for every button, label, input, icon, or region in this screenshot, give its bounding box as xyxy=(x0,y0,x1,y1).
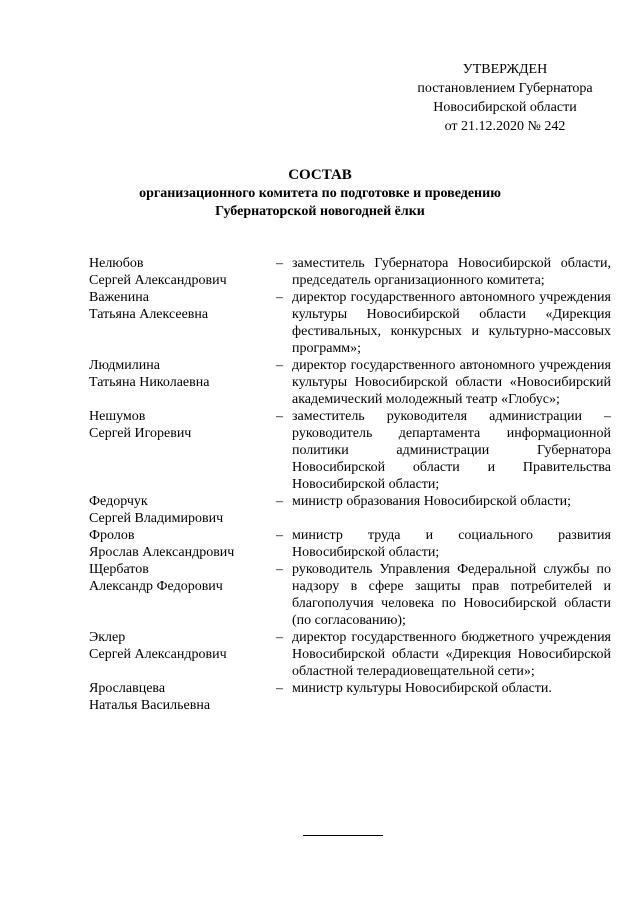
member-given-names: Сергей Игоревич xyxy=(89,426,192,441)
member-row xyxy=(89,680,611,714)
member-role: министр труда и социального развития Новосибирской области; xyxy=(292,528,611,560)
member-row xyxy=(89,255,611,289)
member-role: руководитель Управления Федеральной службы по надзору в сфере защиты прав потребителей и благополучия человека по Новосибирской области (по согласованию); xyxy=(292,562,611,628)
member-name xyxy=(89,527,267,561)
member-row xyxy=(89,629,611,680)
member-dash: – xyxy=(276,630,283,645)
closing-rule xyxy=(303,835,383,836)
member-dash: – xyxy=(276,528,283,543)
member-row xyxy=(89,493,611,527)
approval-date-number: от 21.12.2020 № 242 xyxy=(444,119,566,134)
member-name xyxy=(89,255,267,289)
member-role: директор государственного бюджетного учреждения Новосибирской области «Дирекция Новосибирской областной телерадиовещательной сети»; xyxy=(292,630,611,679)
member-given-names: Александр Федорович xyxy=(89,579,223,594)
member-given-names: Наталья Васильевна xyxy=(89,698,211,713)
approval-block xyxy=(380,60,630,136)
member-dash: – xyxy=(276,494,283,509)
member-surname: Нешумов xyxy=(89,409,146,424)
member-surname: Нелюбов xyxy=(89,256,144,271)
member-dash: – xyxy=(276,562,283,577)
member-name xyxy=(89,561,267,629)
member-dash: – xyxy=(276,256,283,271)
member-row xyxy=(89,357,611,408)
member-name xyxy=(89,408,267,493)
member-given-names: Сергей Владимирович xyxy=(89,511,224,526)
title-main: СОСТАВ xyxy=(288,167,352,183)
member-surname: Эклер xyxy=(89,630,126,645)
member-role: министр образования Новосибирской области; xyxy=(292,494,571,509)
member-dash: – xyxy=(276,409,283,424)
member-surname: Фролов xyxy=(89,528,135,543)
member-given-names: Сергей Александрович xyxy=(89,273,227,288)
member-row xyxy=(89,527,611,561)
member-row xyxy=(89,561,611,629)
member-surname: Важенина xyxy=(89,290,149,305)
approval-act: постановлением Губернатора xyxy=(417,81,593,96)
title-subtitle-line1: организационного комитета по подготовке и проведению xyxy=(139,186,501,201)
member-given-names: Татьяна Алексеевна xyxy=(89,307,209,322)
member-surname: Ярославцева xyxy=(89,681,166,696)
member-surname: Щербатов xyxy=(89,562,149,577)
member-dash: – xyxy=(276,358,283,373)
member-given-names: Сергей Александрович xyxy=(89,647,227,662)
title-subtitle-line2: Губернаторской новогодней ёлки xyxy=(215,204,425,219)
member-dash: – xyxy=(276,290,283,305)
member-name xyxy=(89,493,267,527)
member-surname: Федорчук xyxy=(89,494,148,509)
member-name xyxy=(89,289,267,357)
member-given-names: Ярослав Александрович xyxy=(89,545,235,560)
member-surname: Людмилина xyxy=(89,358,160,373)
member-role: заместитель руководителя администрации – руководитель департамента информационной политики администрации Губернатора Новосибирской области и Правительства Новосибирской области; xyxy=(292,409,611,492)
member-dash: – xyxy=(276,681,283,696)
document-title xyxy=(0,166,640,221)
member-name xyxy=(89,357,267,408)
member-row xyxy=(89,408,611,493)
member-given-names: Татьяна Николаевна xyxy=(89,375,210,390)
member-name xyxy=(89,629,267,680)
member-list xyxy=(89,255,611,714)
member-row xyxy=(89,289,611,357)
approval-status: УТВЕРЖДЕН xyxy=(462,62,548,77)
member-role: заместитель Губернатора Новосибирской области, председатель организационного комитета; xyxy=(292,256,611,288)
approval-region: Новосибирской области xyxy=(433,100,577,115)
member-role: директор государственного автономного учреждения культуры Новосибирской области «Новосибирский академический молодежный театр «Глобус»; xyxy=(292,358,611,407)
member-role: директор государственного автономного учреждения культуры Новосибирской области «Дирекция фестивальных, конкурсных и культурно-массовых программ»; xyxy=(292,290,611,356)
member-name xyxy=(89,680,267,714)
member-role: министр культуры Новосибирской области. xyxy=(292,681,552,696)
